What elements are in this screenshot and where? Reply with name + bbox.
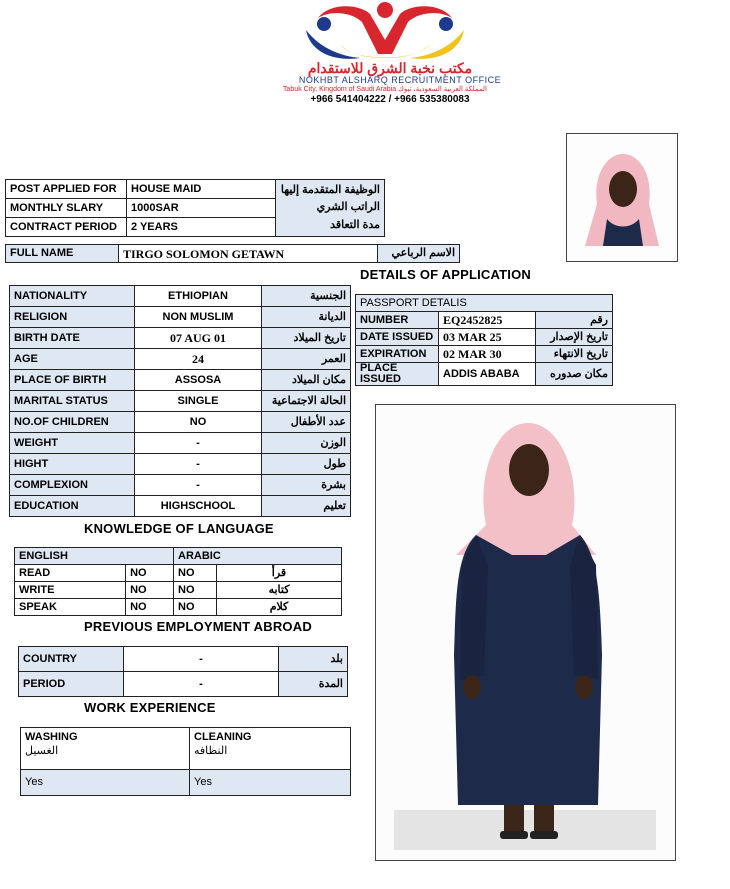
salary-value: 1000SAR [127,199,276,218]
passport-number-label: NUMBER [356,312,439,329]
read-ar-label: قرأ [217,565,342,582]
cleaning-ar-label: النظافه [194,745,228,757]
children-label: NO.OF CHILDREN [10,412,135,433]
cleaning-label: CLEANING [194,731,252,743]
marital-status-value: SINGLE [135,391,262,412]
marital-status-label: MARITAL STATUS [10,391,135,412]
washing-ar-label: الغسيل [25,745,59,757]
children-value: NO [135,412,262,433]
date-issued-value: 03 MAR 25 [439,329,536,346]
write-arabic-value: NO [174,582,217,599]
language-table [14,547,342,616]
speak-label: SPEAK [15,599,126,616]
office-name-english: NOKHBT ALSHARQ RECRUITMENT OFFICE [298,75,502,85]
write-label: WRITE [15,582,126,599]
post-label: POST APPLIED FOR [6,180,127,199]
speak-arabic-value: NO [174,599,217,616]
full-name-label: FULL NAME [6,245,119,263]
passport-title: PASSPORT DETALIS [356,295,613,312]
education-value: HIGHSCHOOL [135,496,262,517]
washing-cell [21,728,190,770]
speak-ar-label: كلام [217,599,342,616]
work-table [20,727,351,796]
read-label: READ [15,565,126,582]
read-arabic-value: NO [174,565,217,582]
office-phones: +966 541404222 / +966 535380083 [310,94,470,105]
marital-status-ar: الحالة الاجتماعية [262,391,351,412]
children-ar: عدد الأطفال [262,412,351,433]
height-ar: طول [262,454,351,475]
post-ar-label: الوظيفة المتقدمة إليها [280,183,380,196]
details-heading: DETAILS OF APPLICATION [360,267,531,282]
office-name-arabic: مكتب نخبة الشرق للاستقدام [307,60,473,76]
education-label: EDUCATION [10,496,135,517]
weight-value: - [135,433,262,454]
office-logo [300,0,470,68]
arabic-column-header: ARABIC [174,548,342,565]
employment-table [18,646,348,697]
complexion-label: COMPLEXION [10,475,135,496]
cleaning-cell [190,728,351,770]
language-heading: KNOWLEDGE OF LANGUAGE [84,521,274,536]
religion-value: NON MUSLIM [135,307,262,328]
birth-date-value: 07 AUG 01 [135,328,262,349]
logo-figures-icon [300,0,470,68]
nationality-label: NATIONALITY [10,286,135,307]
education-ar: تعليم [262,496,351,517]
height-value: - [135,454,262,475]
full-name-value: TIRGO SOLOMON GETAWN [119,245,378,263]
weight-label: WEIGHT [10,433,135,454]
write-english-value: NO [126,582,174,599]
place-of-birth-label: PLACE OF BIRTH [10,370,135,391]
country-ar: بلد [279,647,348,672]
read-english-value: NO [126,565,174,582]
height-label: HIGHT [10,454,135,475]
passport-number-value: EQ2452825 [439,312,536,329]
place-of-birth-value: ASSOSA [135,370,262,391]
nationality-value: ETHIOPIAN [135,286,262,307]
religion-ar: الديانة [262,307,351,328]
expiration-ar: تاريخ الانتهاء [536,346,613,363]
expiration-label: EXPIRATION [356,346,439,363]
date-issued-ar: تاريخ الإصدار [536,329,613,346]
write-ar-label: كتابه [217,582,342,599]
age-ar: العمر [262,349,351,370]
washing-value: Yes [21,770,190,796]
period-label: PERIOD [19,672,124,697]
office-address: Tabuk City, Kingdom of Saudi Arabia المملكة العربية السعودية، تبوك [283,86,487,93]
personal-details-table [9,285,351,517]
salary-ar-label: الراتب الشري [316,201,380,214]
expiration-value: 02 MAR 30 [439,346,536,363]
age-label: AGE [10,349,135,370]
passport-table [355,294,613,386]
complexion-ar: بشرة [262,475,351,496]
place-issued-ar: مكان صدوره [536,363,613,386]
period-value: - [124,672,279,697]
weight-ar: الوزن [262,433,351,454]
contract-label: CONTRACT PERIOD [6,218,127,237]
salary-label: MONTHLY SLARY [6,199,127,218]
place-issued-value: ADDIS ABABA [439,363,536,386]
work-heading: WORK EXPERIENCE [84,700,216,715]
employment-heading: PREVIOUS EMPLOYMENT ABROAD [84,619,312,634]
post-arabic-labels [276,180,385,237]
complexion-value: - [135,475,262,496]
contract-ar-label: مدة التعاقد [330,218,380,231]
applicant-portrait-photo [566,133,678,262]
post-value: HOUSE MAID [127,180,276,199]
post-table [5,179,385,237]
cleaning-value: Yes [190,770,351,796]
washing-label: WASHING [25,731,78,743]
place-issued-label: PLACE ISSUED [356,363,439,386]
english-column-header: ENGLISH [15,548,174,565]
birth-date-ar: تاريخ الميلاد [262,328,351,349]
birth-date-label: BIRTH DATE [10,328,135,349]
full-name-table [5,244,460,263]
age-value: 24 [135,349,262,370]
contract-value: 2 YEARS [127,218,276,237]
place-of-birth-ar: مكان الميلاد [262,370,351,391]
date-issued-label: DATE ISSUED [356,329,439,346]
speak-english-value: NO [126,599,174,616]
period-ar: المدة [279,672,348,697]
full-name-ar-label: الاسم الرباعي [378,245,460,263]
religion-label: RELIGION [10,307,135,328]
country-label: COUNTRY [19,647,124,672]
nationality-ar: الجنسية [262,286,351,307]
applicant-full-body-photo [375,404,676,861]
passport-number-ar: رقم [536,312,613,329]
country-value: - [124,647,279,672]
